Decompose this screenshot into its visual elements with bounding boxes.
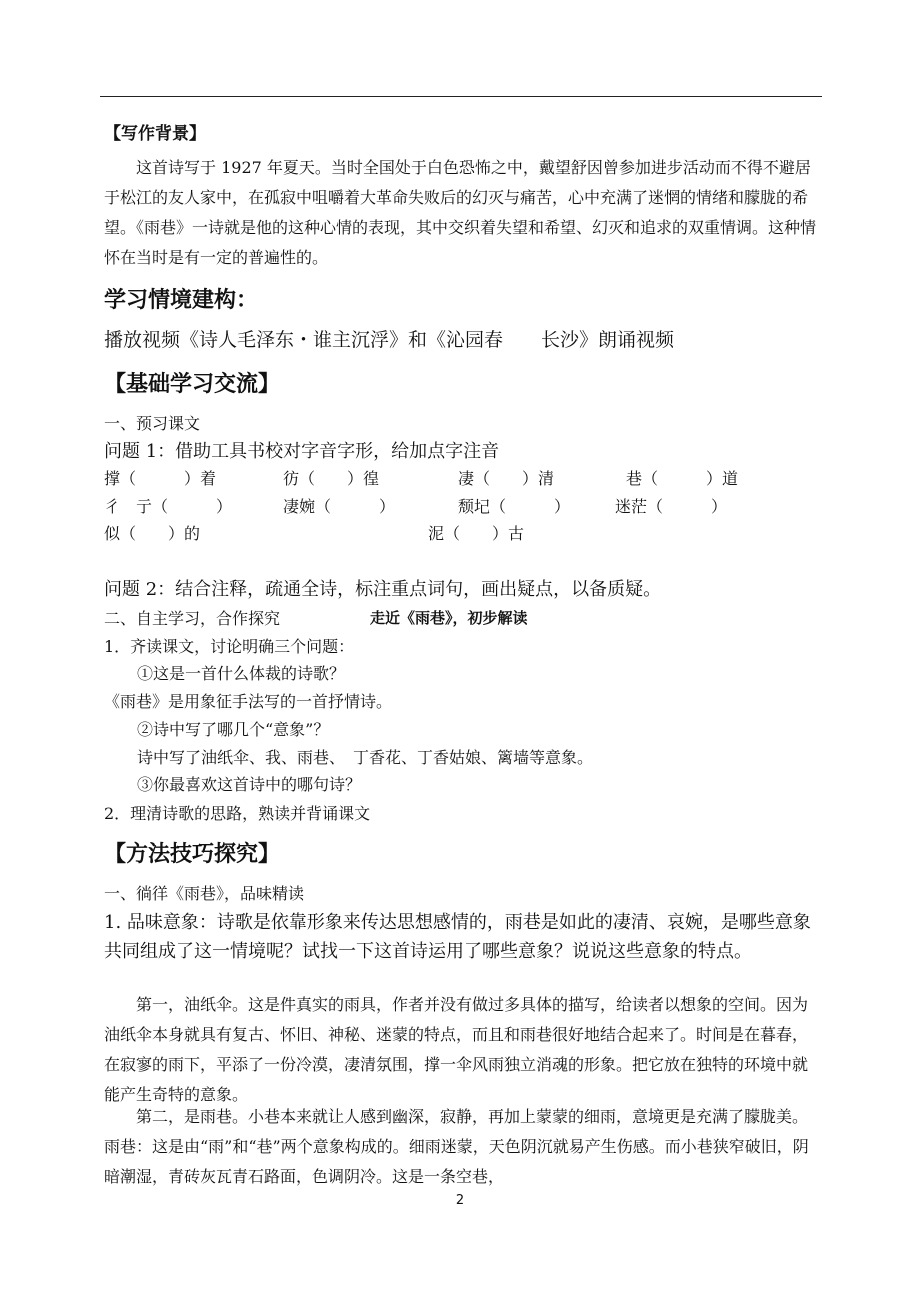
question-1: 问题 1：借助工具书校对字音字形，给加点字注音 (104, 441, 500, 462)
pinyin-item: 巷（ ）道 (626, 469, 739, 488)
pinyin-item: 撑（ ）着 (104, 469, 217, 488)
context-line: 播放视频《诗人毛泽东・谁主沉浮》和《沁园春 长沙》朗诵视频 (104, 329, 675, 351)
item-1: 1．齐读课文，讨论明确三个问题： (104, 637, 355, 656)
item-1-answer-1: 《雨巷》是用象征手法写的一首抒情诗。 (104, 692, 393, 711)
item-1-question-3: ③你最喜欢这首诗中的哪句诗？ (137, 775, 362, 794)
pinyin-item: 似（ ）的 (104, 524, 201, 543)
method-heading: 【方法技巧探究】 (104, 842, 281, 867)
preview-heading: 一、预习课文 (104, 414, 201, 433)
basic-heading: 【基础学习交流】 (104, 372, 281, 397)
section-2-label: 二、自主学习，合作探究 (104, 609, 281, 628)
page-number: 2 (455, 1193, 465, 1208)
pinyin-item: 凄（ ）清 (458, 469, 555, 488)
item-1-question-2: ②诗中写了哪几个“意象”？ (137, 720, 330, 739)
context-heading: 学习情境建构： (104, 288, 259, 313)
method-question-1: 1. 品味意象：诗歌是依靠形象来传达思想感情的，雨巷是如此的凄清、哀婉，是哪些意象共同组成了这一情境呢？试找一下这首诗运用了哪些意象？说说这些意象的特点。 (104, 912, 811, 962)
paragraph-first-image: 第一，油纸伞。这是件真实的雨具，作者并没有做过多具体的描写，给读者以想象的空间。因为油纸伞本身就具有复古、怀旧、神秘、迷蒙的特点，而且和雨巷很好地结合起来了。时间是在暮春，在寂寥的雨下，平添了一份冷漠，凄清氛围，撑一伞风雨独立消魂的形象。把它放在独特的环境中就能产生奇特的意象。 (104, 995, 809, 1104)
question-2: 问题 2：结合注释，疏通全诗，标注重点词句，画出疑点，以备质疑。 (104, 579, 662, 600)
background-heading: 【写作背景】 (104, 124, 206, 144)
pinyin-item: 颓圮（ ） (458, 497, 571, 516)
item-1-answer-2: 诗中写了油纸伞、我、雨巷、 丁香花、丁香姑娘、篱墙等意象。 (137, 748, 594, 767)
paragraph-second-image: 第二，是雨巷。小巷本来就让人感到幽深，寂静，再加上蒙蒙的细雨，意境更是充满了朦胧美。雨巷：这是由“雨”和“巷”两个意象构成的。细雨迷蒙，天色阴沉就易产生伤感。而小巷狭窄破旧，阴暗潮湿，青砖灰瓦青石路面，色调阴冷。这是一条空巷， (104, 1107, 809, 1186)
header-rule (100, 96, 822, 97)
pinyin-item: 凄婉（ ） (283, 497, 396, 516)
background-paragraph: 这首诗写于 1927 年夏天。当时全国处于白色恐怖之中，戴望舒因曾参加进步活动而不得不避居于松江的友人家中，在孤寂中咀嚼着大革命失败后的幻灭与痛苦，心中充满了迷惘的情绪和朦胧的希望。《雨巷》一诗就是他的这种心情的表现，其中交织着失望和希望、幻灭和追求的双重情调。这种情怀在当时是有一定的普遍性的。 (104, 158, 817, 267)
pinyin-item: 彷（ ）徨 (283, 469, 380, 488)
section-2-subtitle: 走近《雨巷》，初步解读 (370, 609, 528, 627)
pinyin-item: 迷茫（ ） (615, 497, 728, 516)
method-subheading: 一、徜徉《雨巷》，品味精读 (104, 884, 305, 903)
item-2: 2．理清诗歌的思路，熟读并背诵课文 (104, 804, 371, 823)
item-1-question-1: ①这是一首什么体裁的诗歌？ (137, 664, 346, 683)
pinyin-item: 彳 亍（ ） (104, 497, 233, 516)
pinyin-item: 泥（ ）古 (428, 524, 525, 543)
